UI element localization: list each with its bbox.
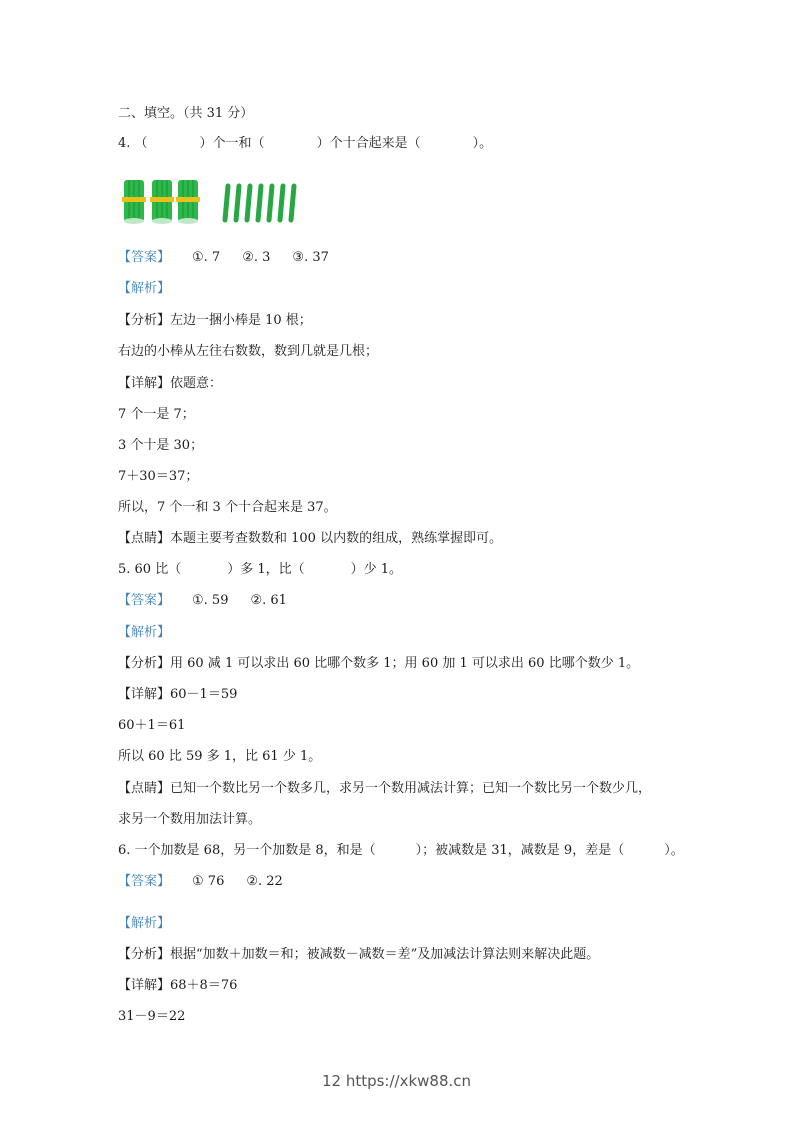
answer-label: 【答案】: [118, 874, 171, 889]
analysis-line: 【详解】依题意：: [118, 376, 223, 391]
analysis-line: 60＋1＝61: [118, 718, 186, 733]
q5-answer-row: [118, 593, 287, 609]
q6-text-2: ）；被减数是 31，减数是 9，差是（: [415, 843, 625, 858]
q6-text-1: 6. 一个加数是 68，另一个加数是 8，和是（: [118, 843, 376, 858]
answer-3: ③. 37: [292, 250, 329, 265]
analysis-line: 7 个一是 7；: [118, 407, 195, 422]
answer-2: ②. 22: [246, 874, 283, 889]
q4-text-2: ）个一和（: [199, 136, 265, 151]
analysis-line: 【详解】60－1＝59: [118, 687, 238, 702]
analysis-line: 3 个十是 30；: [118, 438, 204, 453]
analysis-label: 【解析】: [118, 625, 171, 640]
analysis-line: 右边的小棒从左往右数数，数到几就是几根；: [118, 344, 379, 359]
section-title: 二、填空。（共 31 分）: [118, 106, 254, 121]
sticks-figure: [122, 178, 312, 228]
q4-text-1: 4. （: [118, 136, 148, 151]
single-sticks-icon: [225, 186, 294, 220]
answer-label: 【答案】: [118, 593, 171, 608]
stick-bundles-image: [122, 178, 312, 228]
analysis-line: 【点睛】已知一个数比另一个数多几，求另一个数用减法计算；已知一个数比另一个数少几，: [118, 781, 652, 796]
question-5: [118, 562, 402, 578]
q5-text-1: 5. 60 比（: [118, 562, 182, 577]
analysis-line: 【分析】用 60 减 1 可以求出 60 比哪个数多 1；用 60 加 1 可以求出 60 比哪个数少 1。: [118, 656, 640, 671]
answer-label: 【答案】: [118, 250, 171, 265]
analysis-line: 所以，7 个一和 3 个十合起来是 37。: [118, 500, 337, 515]
analysis-line: 31－9＝22: [118, 1009, 186, 1024]
analysis-line: 求另一个数用加法计算。: [118, 812, 262, 827]
analysis-label: 【解析】: [118, 281, 171, 296]
analysis-line: 【点睛】本题主要考查数数和 100 以内数的组成，熟练掌握即可。: [118, 531, 503, 546]
q5-text-2: ）多 1，比（: [227, 562, 305, 577]
q4-text-4: ）。: [472, 136, 493, 151]
analysis-line: 【分析】左边一捆小棒是 10 根；: [118, 313, 312, 328]
answer-1: ①. 7: [192, 250, 221, 265]
analysis-line: 7＋30＝37；: [118, 469, 199, 484]
analysis-line: 所以 60 比 59 多 1，比 61 少 1。: [118, 749, 322, 764]
page-footer: 12 https://xkw88.cn: [321, 1072, 472, 1090]
analysis-label: 【解析】: [118, 916, 171, 931]
q6-text-3: ）。: [664, 843, 684, 858]
question-6: [118, 843, 684, 859]
answer-2: ②. 3: [242, 250, 271, 265]
answer-1: ①. 59: [192, 593, 229, 608]
analysis-line: 【详解】68＋8＝76: [118, 978, 238, 993]
analysis-line: 【分析】根据“加数＋加数＝和；被减数－减数＝差”及加减法计算法则来解决此题。: [118, 947, 600, 962]
q4-text-3: ）个十合起来是（: [316, 136, 421, 151]
q4-answer-row: [118, 250, 329, 266]
bundle-icon: [122, 180, 200, 224]
answer-2: ②. 61: [250, 593, 287, 608]
q5-text-3: ）少 1。: [350, 562, 403, 577]
question-4: [118, 136, 492, 152]
q6-answer-row: [118, 874, 283, 890]
answer-1: ① 76: [192, 874, 225, 889]
